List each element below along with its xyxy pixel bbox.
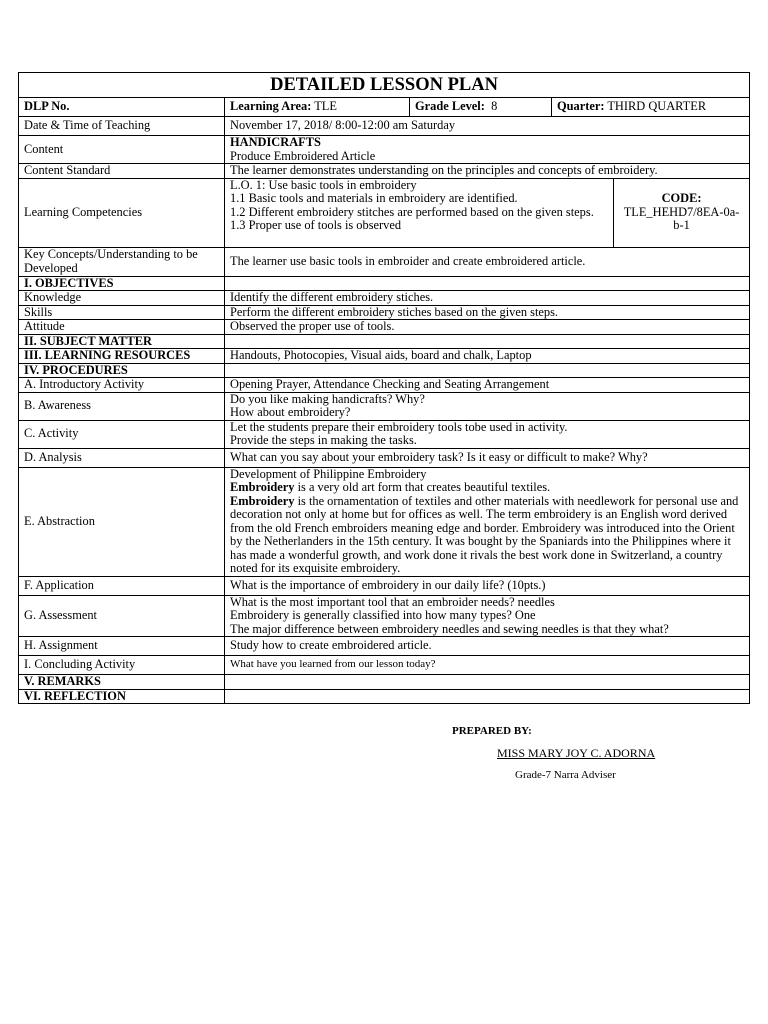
quarter-cell bbox=[552, 98, 750, 117]
concluding-row bbox=[19, 656, 750, 675]
competency-1-2: 1.2 Different embroidery stitches are performed based on the given steps. bbox=[230, 204, 594, 219]
skills-label: Skills bbox=[19, 305, 225, 320]
dlp-label: DLP No. bbox=[19, 98, 225, 117]
grade-level-cell bbox=[410, 98, 552, 117]
analysis-label: D. Analysis bbox=[19, 448, 225, 467]
abstraction-term: Embroidery bbox=[230, 480, 295, 494]
intro-value: Opening Prayer, Attendance Checking and Seating Arrangement bbox=[225, 378, 750, 393]
header-row bbox=[19, 98, 750, 117]
abstraction-label: E. Abstraction bbox=[19, 467, 225, 576]
assessment-line: Embroidery is generally classified into how many types? One bbox=[230, 608, 536, 622]
content-standard-label: Content Standard bbox=[19, 164, 225, 179]
empty-cell bbox=[225, 689, 750, 704]
quarter-value: THIRD QUARTER bbox=[607, 99, 707, 114]
lesson-plan-table bbox=[18, 72, 750, 704]
application-value: What is the importance of embroidery in our daily life? (10pts.) bbox=[225, 576, 750, 595]
subject-matter-heading: II. SUBJECT MATTER bbox=[19, 334, 225, 349]
activity-line: Let the students prepare their embroidery tools tobe used in activity. bbox=[230, 419, 568, 434]
prepared-by-label: PREPARED BY: bbox=[452, 725, 532, 737]
code-value: TLE_HEHD7/8EA-0a-b-1 bbox=[623, 204, 740, 233]
objectives-heading: I. OBJECTIVES bbox=[19, 276, 225, 291]
key-concepts-value: The learner use basic tools in embroider and create embroidered article. bbox=[225, 247, 750, 276]
abstraction-text: is a very old art form that creates beautiful textiles. bbox=[294, 480, 551, 494]
key-concepts-label: Key Concepts/Understanding to be Developed bbox=[19, 247, 225, 276]
attitude-label: Attitude bbox=[19, 320, 225, 335]
content-row bbox=[19, 136, 750, 164]
competencies-row bbox=[19, 178, 750, 247]
concluding-value: What have you learned from our lesson today? bbox=[225, 656, 750, 675]
analysis-row bbox=[19, 448, 750, 467]
content-standard-row bbox=[19, 164, 750, 179]
remarks-row bbox=[19, 675, 750, 690]
abstraction-cell bbox=[225, 467, 750, 576]
activity-label: C. Activity bbox=[19, 420, 225, 448]
skills-value: Perform the different embroidery stiches based on the given steps. bbox=[225, 305, 750, 320]
abstraction-paragraph-2 bbox=[230, 495, 744, 576]
activity-cell bbox=[225, 420, 750, 448]
preparer-role: Grade-7 Narra Adviser bbox=[515, 769, 616, 781]
grade-level-label: Grade Level: bbox=[415, 99, 485, 114]
application-row bbox=[19, 576, 750, 595]
empty-cell bbox=[225, 334, 750, 349]
procedures-heading-row bbox=[19, 363, 750, 378]
attitude-value: Observed the proper use of tools. bbox=[225, 320, 750, 335]
assignment-row bbox=[19, 637, 750, 656]
learning-area-label: Learning Area: bbox=[230, 99, 312, 114]
content-value: Produce Embroidered Article bbox=[230, 148, 376, 163]
analysis-value: What can you say about your embroidery task? Is it easy or difficult to make? Why? bbox=[225, 448, 750, 467]
title-row bbox=[19, 73, 750, 98]
key-concepts-row bbox=[19, 247, 750, 276]
assessment-line: What is the most important tool that an embroider needs? needles bbox=[230, 594, 555, 609]
objectives-heading-row bbox=[19, 276, 750, 291]
competency-1-3: 1.3 Proper use of tools is observed bbox=[230, 218, 402, 232]
procedures-heading: IV. PROCEDURES bbox=[19, 363, 225, 378]
abstraction-text: is the ornamentation of textiles and other materials with needlework for personal use and decoration not only at home but for offices as well. The term embroidery is an English word derived from the old French embroiders meaning edge and border. Embroidery was introduced into the Orient by the Netherlanders in the 15th century. It was bought by the Spaniards into the Philippines where it has made a wonderful growth, and work done it rivals the best work done in Switzerland, a country noted for its exquisite embroidery. bbox=[230, 493, 739, 575]
competencies-cell bbox=[225, 178, 614, 247]
awareness-row bbox=[19, 392, 750, 420]
assessment-row bbox=[19, 595, 750, 637]
awareness-line: Do you like making handicrafts? Why? bbox=[230, 391, 425, 406]
attitude-row bbox=[19, 320, 750, 335]
abstraction-row bbox=[19, 467, 750, 576]
code-label: CODE: bbox=[661, 191, 702, 206]
content-label: Content bbox=[19, 136, 225, 164]
subject-matter-row bbox=[19, 334, 750, 349]
assessment-label: G. Assessment bbox=[19, 595, 225, 637]
grade-level-value: 8 bbox=[491, 99, 498, 114]
assignment-label: H. Assignment bbox=[19, 637, 225, 656]
content-title: HANDICRAFTS bbox=[230, 135, 321, 149]
date-value: November 17, 2018/ 8:00-12:00 am Saturday bbox=[225, 117, 750, 136]
reflection-heading: VI. REFLECTION bbox=[19, 689, 225, 704]
assignment-value: Study how to create embroidered article. bbox=[225, 637, 750, 656]
resources-row bbox=[19, 349, 750, 364]
awareness-label: B. Awareness bbox=[19, 392, 225, 420]
abstraction-term: Embroidery bbox=[230, 493, 295, 508]
activity-line: Provide the steps in making the tasks. bbox=[230, 433, 417, 447]
content-standard-value: The learner demonstrates understanding on the principles and concepts of embroidery. bbox=[225, 164, 750, 179]
skills-row bbox=[19, 305, 750, 320]
reflection-row bbox=[19, 689, 750, 704]
resources-heading: III. LEARNING RESOURCES bbox=[19, 349, 225, 364]
date-row bbox=[19, 117, 750, 136]
remarks-heading: V. REMARKS bbox=[19, 675, 225, 690]
application-label: F. Application bbox=[19, 576, 225, 595]
awareness-line: How about embroidery? bbox=[230, 405, 351, 419]
concluding-label: I. Concluding Activity bbox=[19, 656, 225, 675]
content-cell bbox=[225, 136, 750, 164]
knowledge-value: Identify the different embroidery stiches. bbox=[225, 291, 750, 306]
competency-lo: L.O. 1: Use basic tools in embroidery bbox=[230, 177, 417, 192]
knowledge-row bbox=[19, 291, 750, 306]
competency-1-1: 1.1 Basic tools and materials in embroidery are identified. bbox=[230, 191, 518, 205]
awareness-cell bbox=[225, 392, 750, 420]
code-cell bbox=[614, 178, 750, 247]
abstraction-heading: Development of Philippine Embroidery bbox=[230, 466, 427, 481]
activity-row bbox=[19, 420, 750, 448]
intro-label: A. Introductory Activity bbox=[19, 378, 225, 393]
preparer-name: MISS MARY JOY C. ADORNA bbox=[497, 746, 656, 760]
assessment-cell bbox=[225, 595, 750, 637]
learning-area-cell bbox=[225, 98, 410, 117]
competencies-label: Learning Competencies bbox=[19, 178, 225, 247]
date-label: Date & Time of Teaching bbox=[19, 117, 225, 136]
knowledge-label: Knowledge bbox=[19, 291, 225, 306]
empty-cell bbox=[225, 675, 750, 690]
assessment-line: The major difference between embroidery needles and sewing needles is that they what? bbox=[230, 621, 669, 636]
empty-cell bbox=[225, 276, 750, 291]
learning-area-value: TLE bbox=[314, 99, 337, 114]
abstraction-paragraph-1 bbox=[230, 481, 744, 495]
quarter-label: Quarter: bbox=[557, 99, 605, 114]
empty-cell bbox=[225, 363, 750, 378]
resources-value: Handouts, Photocopies, Visual aids, board and chalk, Laptop bbox=[225, 349, 750, 364]
page-title: DETAILED LESSON PLAN bbox=[19, 73, 750, 98]
intro-row bbox=[19, 378, 750, 393]
